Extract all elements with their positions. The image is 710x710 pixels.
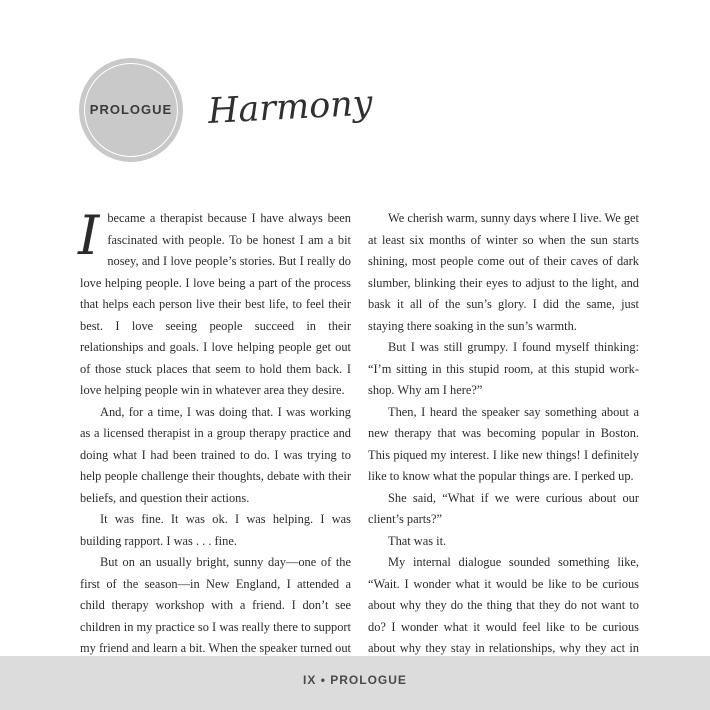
paragraph: But I was still grumpy. I found myself thinking: “I’m sitting in this stupid room, at this stupid work-shop. Why am I here?” [368, 340, 639, 397]
paragraph-text: became a therapist because I have always been fascinated with people. To be honest I am a bit nosey, and I love people’s stories. But I really do love helping people. I love being a part of the process that helps each person live their best life, to feel their best. I love seeing people succeed in their relationships and goals. I love helping people get out of those stuck places that seem to hold them back. I love helping people win in whatever area they desire. [80, 211, 351, 397]
paragraph: And, for a time, I was doing that. I was working as a licensed therapist in a group therapy practice and doing what I had been trained to do. I was trying to help people challenge their thoughts, debate with their beliefs, and question their actions. [80, 404, 351, 505]
chapter-badge [79, 58, 183, 162]
paragraph: She said, “What if we were curious about our client’s parts?” [368, 490, 639, 526]
paragraph: That was it. [388, 533, 447, 548]
paragraph: My internal dialogue sounded something like, “Wait. I wonder what it would be like to be curious about why they do the thing that they do not want to do? I wonder what it would feel like to be curious about why they stay in relationships, why they act in [368, 555, 639, 655]
right-column [368, 208, 639, 703]
footer-bar [0, 656, 710, 710]
chapter-title: Harmony [206, 83, 374, 132]
paragraph: We cherish warm, sunny days where I live. We get at least six months of winter so when the sun starts shining, most people come out of their caves of dark slumber, blinking their eyes to adjust to the light, and bask it all of the sun’s glory. I did the same, just staying there soaking in the sun’s warmth. [368, 211, 639, 333]
paragraph: Then, I heard the speaker say something about a new therapy that was becoming popular in Boston. This piqued my interest. I like new things! I definitely like to know what the popular things are. I perked up. [368, 404, 639, 483]
paragraph: It was fine. It was ok. I was helping. I was building rapport. I was . . . fine. [80, 512, 351, 548]
drop-cap: I [78, 204, 100, 267]
left-column [78, 204, 351, 703]
badge-label: PROLOGUE [89, 102, 173, 117]
paragraph: But on an usually bright, sunny day—one of the first of the season—in New England, I attended a child therapy workshop with a friend. I don’t see children in my practice so I was really there to support my friend and learn a bit. When the speaker turned out [80, 555, 351, 655]
paragraph [78, 204, 351, 402]
running-footer: IX • PROLOGUE [303, 673, 407, 687]
